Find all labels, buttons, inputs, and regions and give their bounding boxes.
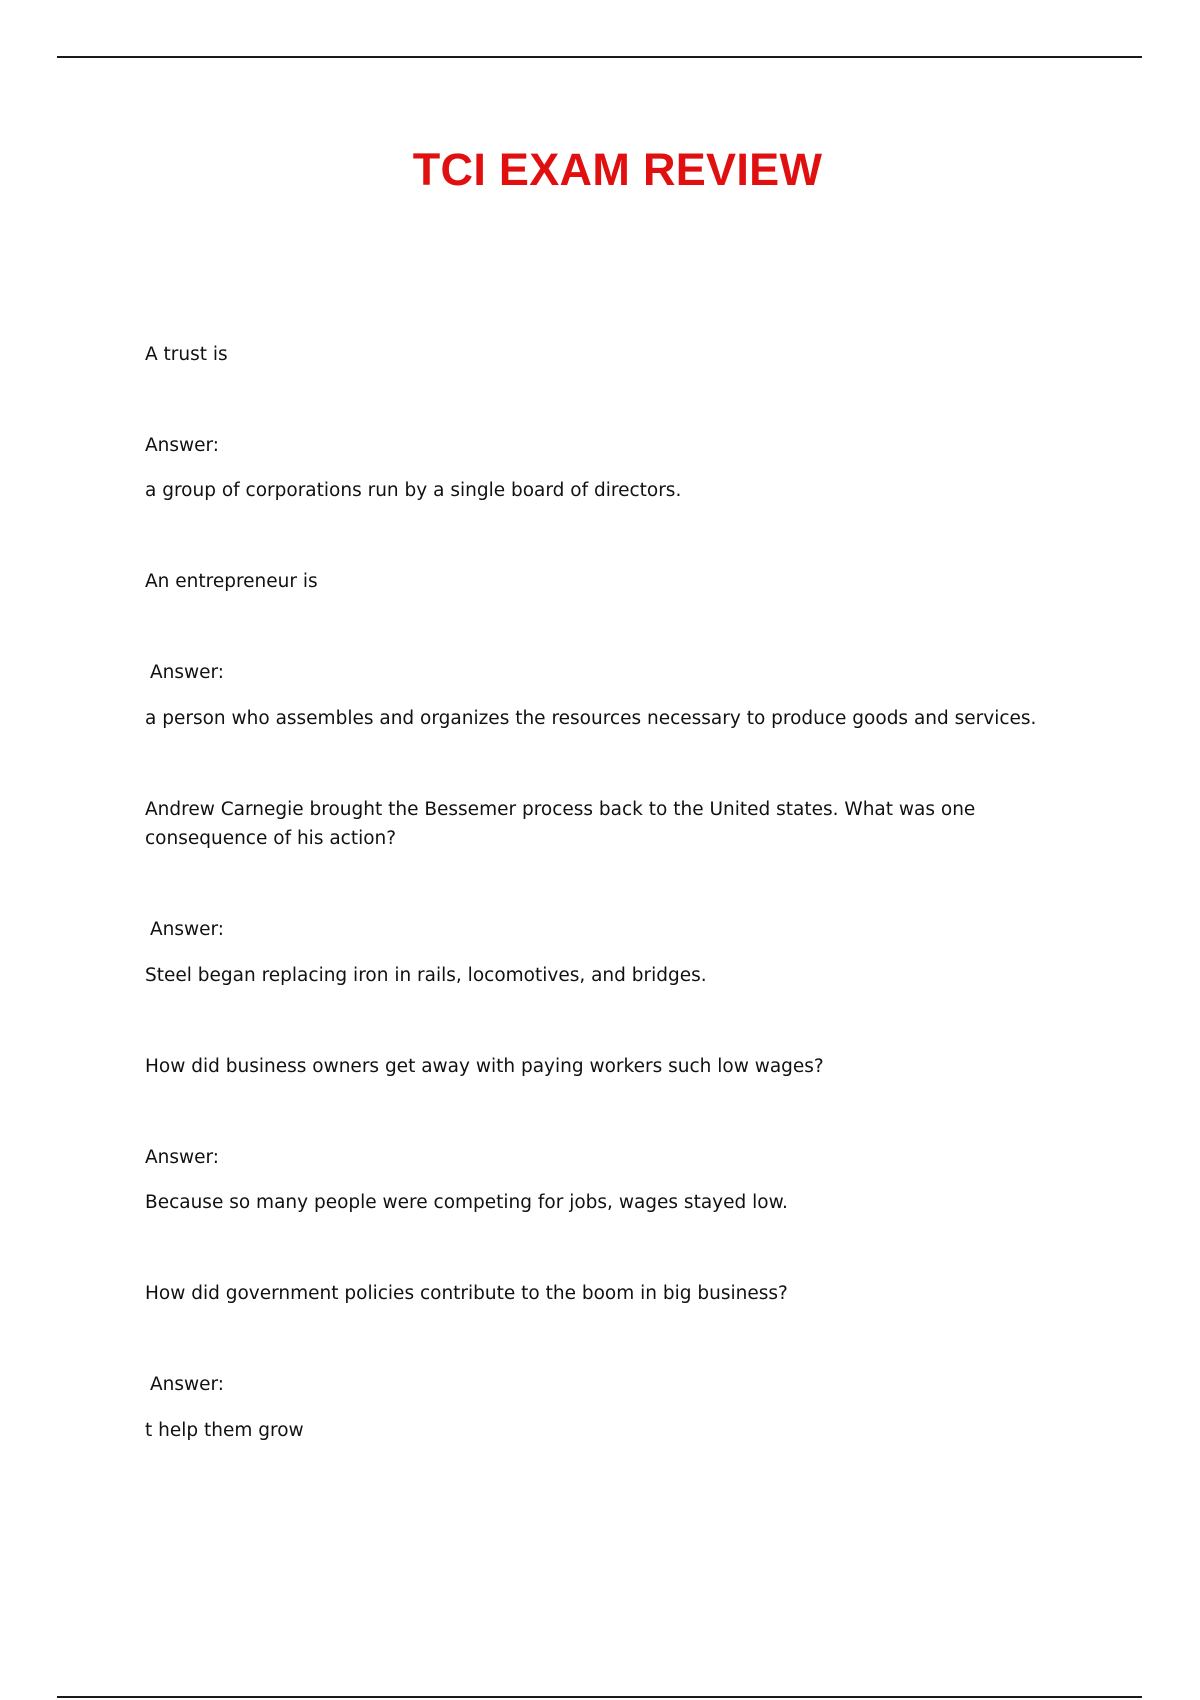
answer-label: Answer:	[150, 1374, 225, 1395]
question-text: An entrepreneur is	[145, 571, 318, 592]
answer-text: a person who assembles and organizes the resources necessary to produce goods and services.	[145, 708, 1037, 729]
bottom-rule	[57, 1696, 1142, 1698]
question-text: How did business owners get away with paying workers such low wages?	[145, 1056, 824, 1077]
top-rule	[57, 56, 1142, 58]
answer-label: Answer:	[150, 919, 225, 940]
question-text: Andrew Carnegie brought the Bessemer process back to the United states. What was one consequence of his action?	[145, 799, 976, 849]
answer-label: Answer:	[150, 662, 225, 683]
answer-text: Because so many people were competing for jobs, wages stayed low.	[145, 1192, 788, 1213]
answer-label: Answer:	[145, 1147, 220, 1168]
question-text: How did government policies contribute to the boom in big business?	[145, 1283, 788, 1304]
document-title: TCI EXAM REVIEW	[412, 144, 823, 195]
answer-text: Steel began replacing iron in rails, locomotives, and bridges.	[145, 965, 707, 986]
answer-text: a group of corporations run by a single board of directors.	[145, 480, 682, 501]
question-text: A trust is	[145, 344, 228, 365]
answer-text: t help them grow	[145, 1420, 304, 1441]
answer-label: Answer:	[145, 435, 220, 456]
